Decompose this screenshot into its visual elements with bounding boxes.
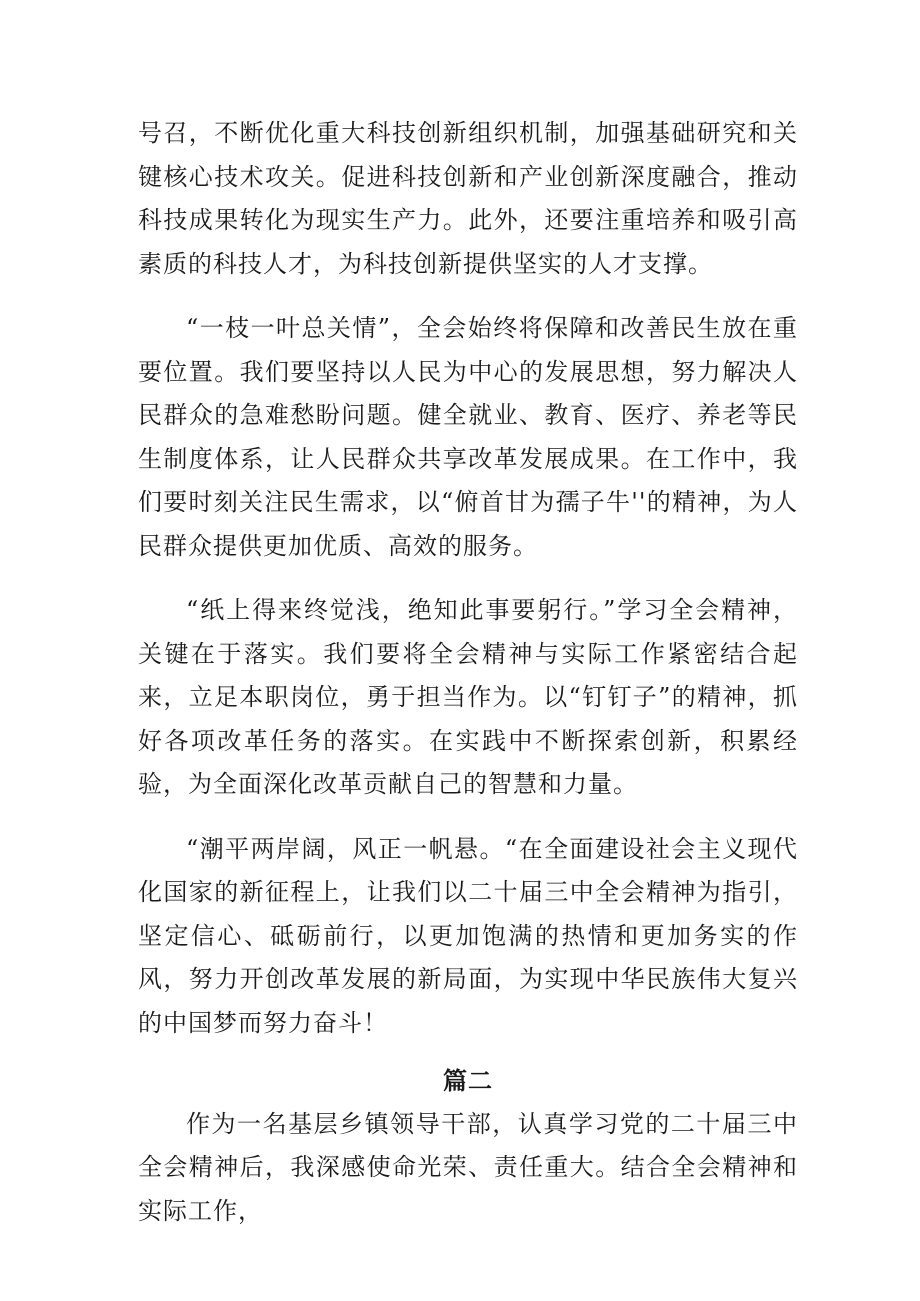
section-title: 篇二 bbox=[443, 1066, 493, 1095]
paragraph-1: 号召，不断优化重大科技创新组织机制，加强基础研究和关键核心技术攻关。促进科技创新和产业创新深度融合，推动科技成果转化为现实生产力。此外，还要注重培养和吸引高素质的科技人才，为科技创新提供坚实的人才支撑。 bbox=[138, 119, 798, 278]
paragraph-2: “一枝一叶总关情”，全会始终将保障和改善民生放在重要位置。我们要坚持以人民为中心的发展思想，努力解决人民群众的急难愁盼问题。健全就业、教育、医疗、养老等民生制度体系，让人民群众共享改革发展成果。在工作中，我们要时刻关注民生需求，以“俯首甘为孺子牛''的精神，为人民群众提供更加优质、高效的服务。 bbox=[138, 314, 798, 560]
paragraph-3: “纸上得来终觉浅，绝知此事要躬行。”学习全会精神，关键在于落实。我们要将全会精神与实际工作紧密结合起来，立足本职岗位，勇于担当作为。以“钉钉子”的精神，抓好各项改革任务的落实。在实践中不断探索创新，积累经验，为全面深化改革贡献自己的智慧和力量。 bbox=[138, 596, 798, 798]
paragraph-4: “潮平两岸阔，风正一帆悬。“在全面建设社会主义现代化国家的新征程上，让我们以二十届三中全会精神为指引，坚定信心、砥砺前行，以更加饱满的热情和更加务实的作风，努力开创改革发展的新局面，为实现中华民族伟大复兴的中国梦而努力奋斗！ bbox=[138, 834, 798, 1037]
section-paragraph-1: 作为一名基层乡镇领导干部，认真学习党的二十届三中全会精神后，我深感使命光荣、责任重大。结合全会精神和实际工作， bbox=[138, 1109, 798, 1225]
document-page bbox=[138, 112, 798, 1233]
